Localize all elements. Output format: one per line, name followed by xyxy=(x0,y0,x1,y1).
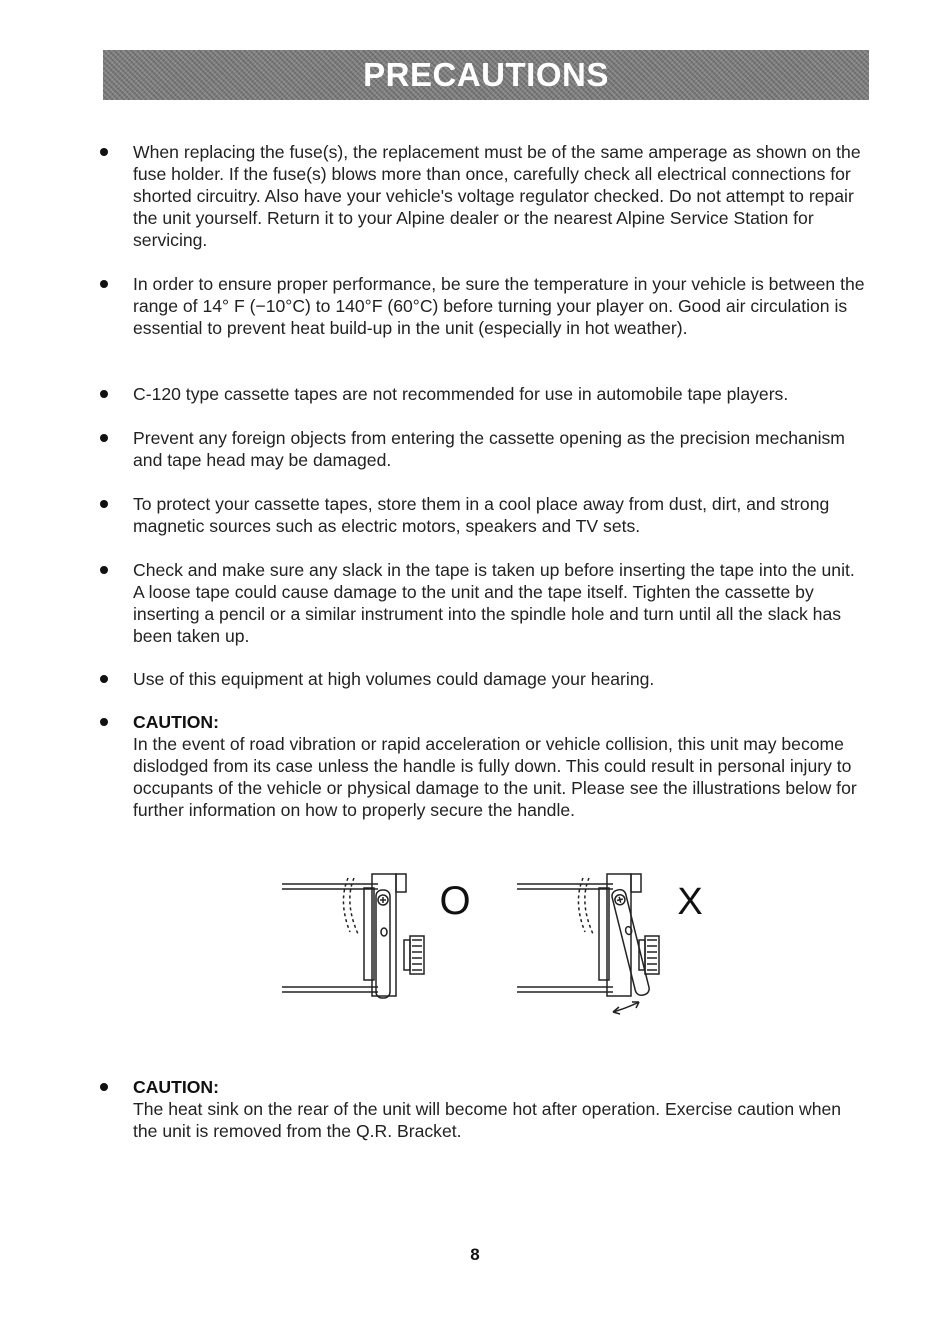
precaution-item-fuse xyxy=(133,141,868,251)
page-number: 8 xyxy=(470,1245,480,1264)
precaution-text: When replacing the fuse(s), the replacement must be of the same amperage as shown on the fuse holder. If the fuse(s) blows more than once, carefully check all electrical connections for shorted circuitry. Also have your vehicle's voltage regulator checked. Do not attempt to repair the unit yourself. Return it to your Alpine dealer or the nearest Alpine Service Station for servicing. xyxy=(133,142,861,250)
bullet-icon xyxy=(100,148,108,156)
bullet-icon xyxy=(100,390,108,398)
correct-mark: O xyxy=(439,879,471,923)
precaution-text: Check and make sure any slack in the tape is taken up before inserting the tape into the unit. A loose tape could cause damage to the unit and the tape itself. Tighten the cassette by inserting a pencil or a similar instrument into the spindle hole and turn until all the slack has been taken up. xyxy=(133,560,855,646)
incorrect-mark: X xyxy=(677,881,703,923)
bullet-icon xyxy=(100,566,108,574)
handle-incorrect-diagram xyxy=(517,874,659,1014)
precaution-text: To protect your cassette tapes, store them in a cool place away from dust, dirt, and strong magnetic sources such as electric motors, speakers and TV sets. xyxy=(133,494,830,536)
bullet-icon xyxy=(100,675,108,683)
precaution-item-volume xyxy=(133,668,868,690)
precaution-item-caution-handle xyxy=(133,711,868,821)
precaution-text: In the event of road vibration or rapid acceleration or vehicle collision, this unit may become dislodged from its case unless the handle is fully down. This could result in personal injury to occupants of the vehicle or physical damage to the unit. Please see the illustrations below for further information on how to properly secure the handle. xyxy=(133,734,857,820)
precaution-text: Prevent any foreign objects from entering the cassette opening as the precision mechanism and tape head may be damaged. xyxy=(133,428,845,470)
precaution-text: C-120 type cassette tapes are not recommended for use in automobile tape players. xyxy=(133,384,789,404)
page-title: PRECAUTIONS xyxy=(363,56,609,93)
bullet-icon xyxy=(100,1083,108,1091)
caution-heading: CAUTION: xyxy=(133,1077,220,1097)
precaution-text: The heat sink on the rear of the unit will become hot after operation. Exercise caution when the unit is removed from the Q.R. Bracket. xyxy=(133,1099,842,1141)
bullet-icon xyxy=(100,718,108,726)
precaution-text: In order to ensure proper performance, be sure the temperature in your vehicle is between the range of 14° F (−10°C) to 140°F (60°C) before turning your player on. Good air circulation is essential to prevent heat build-up in the unit (especially in hot weather). xyxy=(133,274,865,338)
bullet-icon xyxy=(100,500,108,508)
precaution-text: Use of this equipment at high volumes could damage your hearing. xyxy=(133,669,655,689)
precaution-item-tape-storage xyxy=(133,493,868,537)
precaution-item-c120-tapes xyxy=(133,383,868,405)
precaution-item-tape-slack xyxy=(133,559,868,647)
bullet-icon xyxy=(100,434,108,442)
header-bar xyxy=(103,50,869,100)
precaution-item-caution-heat-sink xyxy=(133,1076,868,1142)
handle-correct-diagram xyxy=(282,874,424,998)
precaution-item-foreign-objects xyxy=(133,427,868,471)
precaution-item-temperature xyxy=(133,273,868,339)
handle-illustration xyxy=(280,862,720,1022)
bullet-icon xyxy=(100,280,108,288)
caution-heading: CAUTION: xyxy=(133,712,220,732)
